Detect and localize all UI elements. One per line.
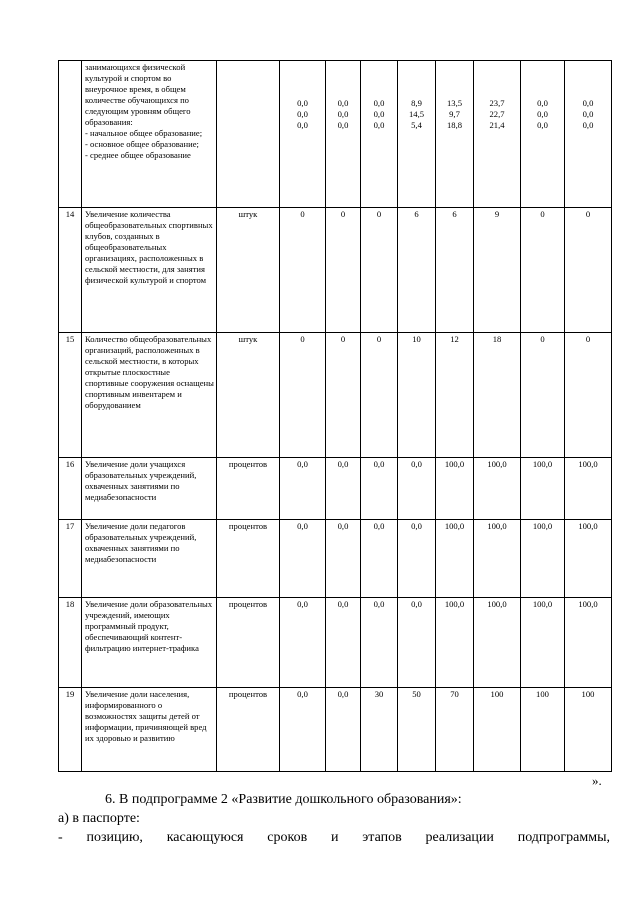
value-cell: 0,0 <box>398 458 436 520</box>
unit-of-measure: процентов <box>217 520 280 598</box>
unit-of-measure: штук <box>217 208 280 333</box>
value-cell: 50 <box>398 688 436 772</box>
value-cell: 0,0 0,0 0,0 <box>361 61 398 208</box>
value-cell: 100,0 <box>474 520 521 598</box>
table-body <box>59 61 612 772</box>
table-row <box>59 61 612 208</box>
value-cell: 0 <box>565 333 612 458</box>
value-cell: 100 <box>521 688 565 772</box>
table-row <box>59 208 612 333</box>
unit-of-measure: процентов <box>217 688 280 772</box>
value-cell: 0,0 0,0 0,0 <box>326 61 361 208</box>
value-cell: 8,9 14,5 5,4 <box>398 61 436 208</box>
value-cell: 12 <box>436 333 474 458</box>
value-cell: 100,0 <box>521 520 565 598</box>
value-cell: 0 <box>521 333 565 458</box>
body-paragraph: - позицию, касающуюся сроков и этапов реализации подпрограммы, <box>58 830 610 845</box>
value-cell: 0,0 <box>361 458 398 520</box>
value-cell: 0 <box>361 208 398 333</box>
value-cell: 0,0 <box>326 688 361 772</box>
value-cell: 100,0 <box>521 458 565 520</box>
value-cell: 100,0 <box>436 598 474 688</box>
value-cell: 0,0 <box>280 688 326 772</box>
value-cell: 0 <box>361 333 398 458</box>
value-cell: 100,0 <box>565 458 612 520</box>
table-row <box>59 458 612 520</box>
unit-of-measure: процентов <box>217 598 280 688</box>
value-cell: 100 <box>565 688 612 772</box>
row-number: 18 <box>59 598 82 688</box>
indicator-description: Увеличение количества общеобразовательных спортивных клубов, созданных в общеобразовательных организациях, расположенных в сельской местности, для занятия физической культурой и спортом <box>82 208 217 333</box>
table-row <box>59 598 612 688</box>
value-cell: 6 <box>398 208 436 333</box>
value-cell: 0,0 <box>280 458 326 520</box>
row-number: 17 <box>59 520 82 598</box>
value-cell: 100 <box>474 688 521 772</box>
value-cell: 30 <box>361 688 398 772</box>
row-number: 16 <box>59 458 82 520</box>
value-cell: 0,0 <box>326 520 361 598</box>
value-cell: 0,0 0,0 0,0 <box>565 61 612 208</box>
value-cell: 100,0 <box>565 598 612 688</box>
unit-of-measure <box>217 61 280 208</box>
indicators-table <box>58 60 612 772</box>
indicator-description: Увеличение доли педагогов образовательных учреждений, охваченных занятиями по медиабезопасности <box>82 520 217 598</box>
table-row <box>59 688 612 772</box>
value-cell: 100,0 <box>474 458 521 520</box>
table-row <box>59 333 612 458</box>
value-cell: 0 <box>280 333 326 458</box>
value-cell: 0 <box>521 208 565 333</box>
value-cell: 0,0 <box>398 520 436 598</box>
value-cell: 0 <box>326 208 361 333</box>
value-cell: 0,0 <box>361 598 398 688</box>
value-cell: 13,5 9,7 18,8 <box>436 61 474 208</box>
value-cell: 18 <box>474 333 521 458</box>
value-cell: 0 <box>326 333 361 458</box>
indicator-description: Увеличение доли населения, информированного о возможностях защиты детей от информации, причиняющей вред их здоровью и развитию <box>82 688 217 772</box>
table-row <box>59 520 612 598</box>
value-cell: 0,0 <box>326 598 361 688</box>
value-cell: 100,0 <box>436 458 474 520</box>
value-cell: 0,0 <box>361 520 398 598</box>
value-cell: 23,7 22,7 21,4 <box>474 61 521 208</box>
value-cell: 100,0 <box>436 520 474 598</box>
value-cell: 100,0 <box>521 598 565 688</box>
indicator-description: Увеличение доли учащихся образовательных учреждений, охваченных занятиями по медиабезопасности <box>82 458 217 520</box>
section-heading: 6. В подпрограмме 2 «Развитие дошкольного образования»: <box>105 792 462 807</box>
value-cell: 0,0 0,0 0,0 <box>521 61 565 208</box>
value-cell: 100,0 <box>565 520 612 598</box>
value-cell: 0,0 <box>398 598 436 688</box>
value-cell: 0 <box>280 208 326 333</box>
row-number: 19 <box>59 688 82 772</box>
value-cell: 0 <box>565 208 612 333</box>
row-number <box>59 61 82 208</box>
row-number: 15 <box>59 333 82 458</box>
value-cell: 0,0 <box>280 598 326 688</box>
value-cell: 6 <box>436 208 474 333</box>
value-cell: 0,0 <box>280 520 326 598</box>
indicator-description: Увеличение доли образовательных учреждений, имеющих программный продукт, обеспечивающий контент-фильтрацию интернет-трафика <box>82 598 217 688</box>
value-cell: 9 <box>474 208 521 333</box>
value-cell: 10 <box>398 333 436 458</box>
indicator-description: Количество общеобразовательных организаций, расположенных в сельской местности, в которых открытые плоскостные спортивные сооружения оснащены спортивным инвентарем и оборудованием <box>82 333 217 458</box>
value-cell: 70 <box>436 688 474 772</box>
row-number: 14 <box>59 208 82 333</box>
value-cell: 0,0 <box>326 458 361 520</box>
closing-quote: ». <box>592 773 602 788</box>
subsection-label: а) в паспорте: <box>58 811 140 826</box>
indicator-description: занимающихся физической культурой и спортом во внеурочное время, в общем количестве обучающихся по следующим уровням общего образования: - начальное общее образование; - основное общее образование; - среднее общее образование <box>82 61 217 208</box>
unit-of-measure: штук <box>217 333 280 458</box>
value-cell: 100,0 <box>474 598 521 688</box>
unit-of-measure: процентов <box>217 458 280 520</box>
value-cell: 0,0 0,0 0,0 <box>280 61 326 208</box>
